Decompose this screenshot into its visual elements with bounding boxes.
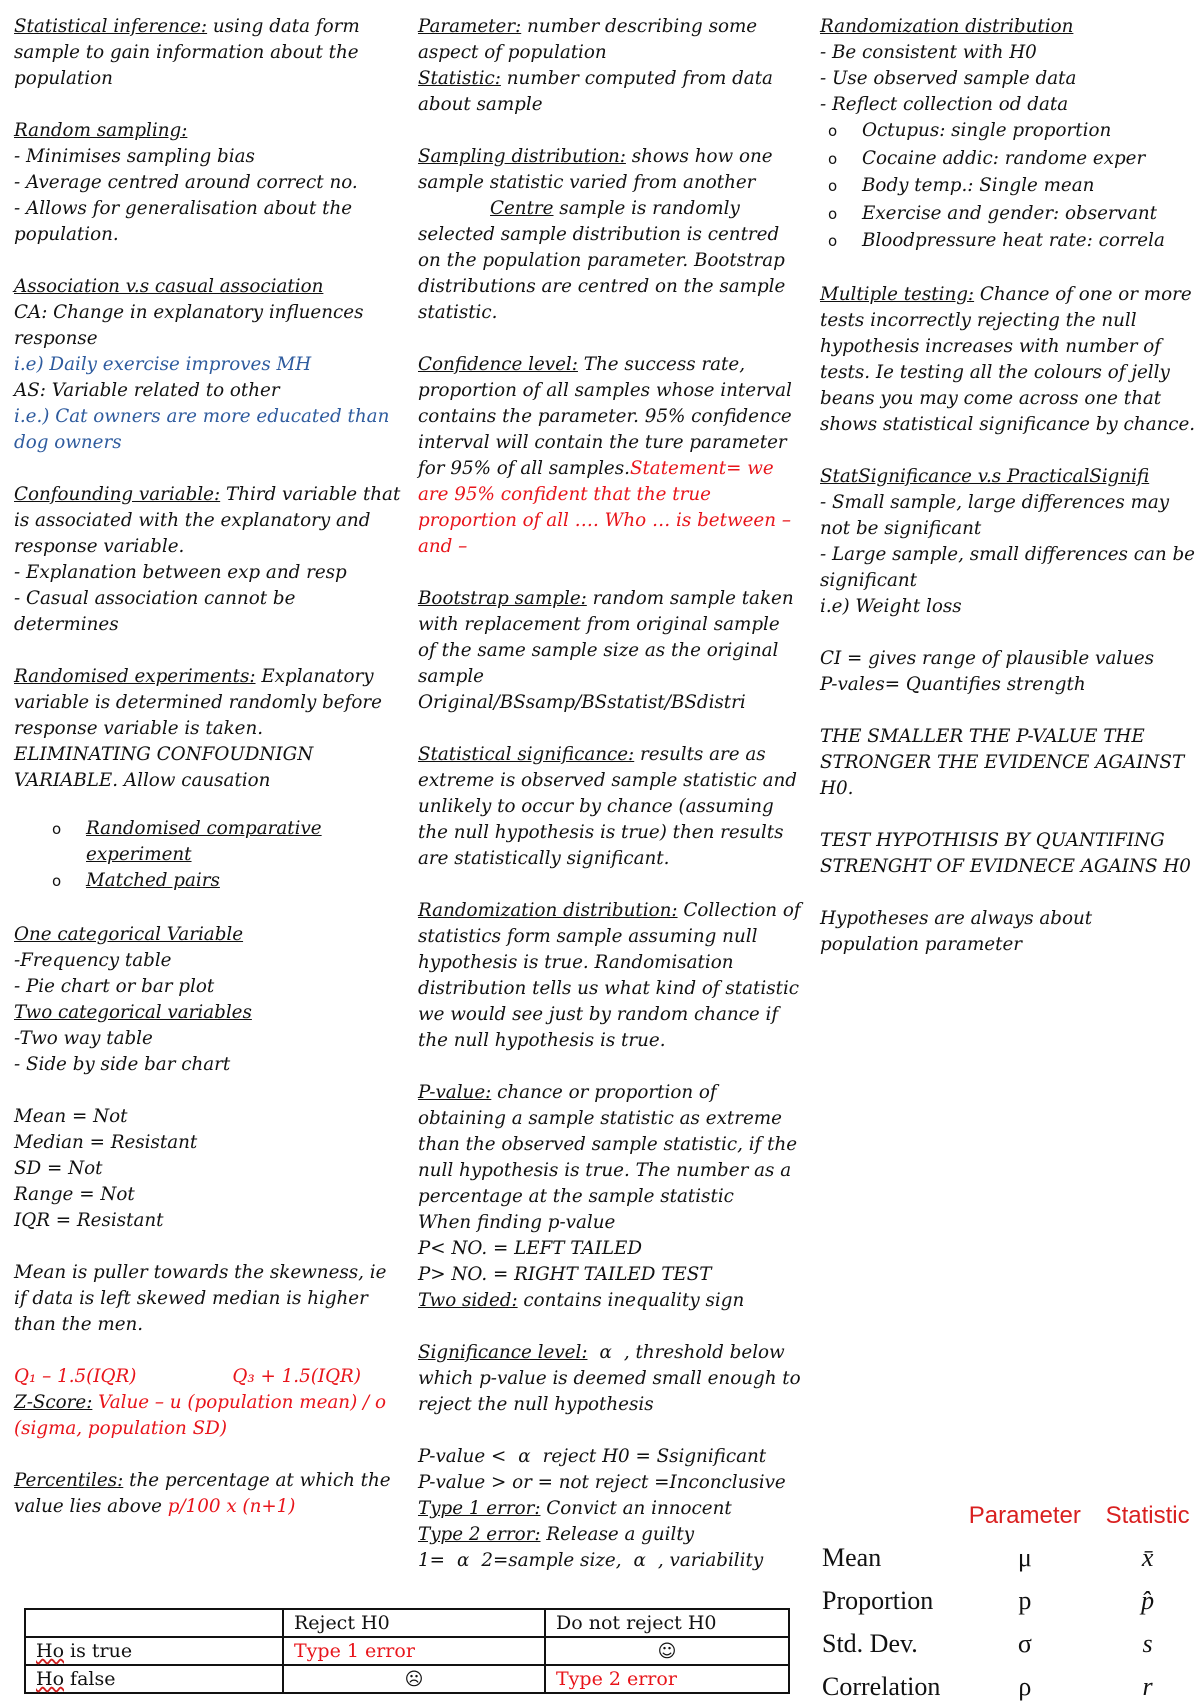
example-text: i.e) Weight loss (820, 595, 962, 617)
association-section (14, 274, 404, 456)
circle-bullet-icon: o (828, 122, 838, 140)
type1-text: Convict an innocent (540, 1498, 732, 1519)
type1-heading: Type 1 error: (418, 1498, 541, 1519)
circle-bullet-icon: o (52, 872, 62, 890)
list-item: SD = Not (14, 1157, 103, 1179)
percentiles-heading: Percentiles: (14, 1469, 124, 1491)
fences-section (14, 1364, 404, 1442)
factor-text: 1= (418, 1550, 445, 1571)
as-example: i.e.) Cat owners are more educated than dog owners (14, 406, 390, 453)
decision-text: reject H0 = Ssignificant (542, 1446, 767, 1467)
circle-bullet-icon: o (828, 204, 838, 223)
ci-pvalue-section (820, 646, 1196, 698)
list-item: - Small sample, large differences may not be significant (820, 491, 1170, 539)
zscore-text: Value – u (population mean) / o (sigma, population SD) (14, 1391, 386, 1439)
examples-bullets (820, 118, 1196, 256)
resistance-section (14, 1104, 404, 1234)
two-sided-heading: Two sided: (418, 1290, 518, 1311)
randomised-bullets (14, 816, 404, 896)
list-item: - Reflect collection od data (820, 94, 1069, 115)
statistic-symbol: x̄ (1141, 1542, 1154, 1572)
smaller-pvalue-note: THE SMALLER THE P-VALUE THE STRONGER THE EVIDENCE AGAINST H0. (820, 725, 1185, 799)
alpha-symbol: α (633, 1550, 646, 1571)
statistic-heading: Statistic: (418, 68, 501, 89)
list-item: - Average centred around correct no. (14, 172, 358, 193)
bootstrap-section (418, 586, 802, 716)
list-item: - Explanation between exp and resp (14, 562, 347, 583)
q1-fence: Q₁ – 1.5(IQR) (14, 1365, 137, 1387)
reject-column-header: Reject H0 (283, 1609, 545, 1637)
list-item: P> NO. = RIGHT TAILED TEST (418, 1264, 712, 1285)
alpha-symbol: α (599, 1342, 612, 1363)
row-label: Ho false (25, 1665, 283, 1693)
ca-definition: CA: Change in explanatory influences response (14, 302, 364, 349)
bootstrap-text: random sample taken with replacement from original sample of the same sample size as the original sample (418, 588, 794, 687)
table-header-row (822, 1496, 1200, 1536)
multiple-testing-section (820, 282, 1196, 438)
circle-bullet-icon: o (828, 177, 838, 196)
significance-level-section (418, 1340, 802, 1418)
parameter-symbol: ρ (1018, 1671, 1032, 1701)
centre-text: sample is randomly selected sample distribution is centred on the population parameter. Bootstrap distributions are centred on the sample statistic. (418, 198, 786, 323)
significance-heading: Statistical significance: (418, 744, 635, 765)
q3-fence: Q₃ + 1.5(IQR) (232, 1365, 361, 1387)
one-categorical-heading: One categorical Variable (14, 923, 244, 945)
parameter-statistic-table (822, 1496, 1200, 1708)
decisions-section (418, 1444, 802, 1574)
decision-text: P-value < (418, 1446, 507, 1467)
parameter-text: number describing some aspect of population (418, 16, 758, 63)
row-label: Proportion (822, 1585, 934, 1615)
two-sided-text: contains inequality sign (517, 1290, 745, 1311)
list-item: P< NO. = LEFT TAILED (418, 1238, 643, 1259)
row-label: Std. Dev. (822, 1628, 918, 1658)
column-2 (418, 14, 802, 1600)
zscore-heading: Z-Score: (14, 1391, 93, 1413)
smiley-icon: ☺ (545, 1637, 789, 1665)
factor-text: 2=sample size, (481, 1550, 622, 1571)
table-row (25, 1637, 789, 1665)
list-item: Mean = Not (14, 1105, 128, 1127)
significance-text: results are as extreme is observed sample statistic and unlikely to occur by chance (assuming the null hypothesis is true) then results are statistically significant. (418, 744, 797, 869)
list-item: -Two way table (14, 1027, 153, 1049)
multiple-testing-heading: Multiple testing: (820, 283, 975, 305)
list-item: - Casual association cannot be determines (14, 588, 296, 635)
confidence-section (418, 352, 802, 560)
parameter-statistic-section (418, 14, 802, 118)
list-item: When finding p-value (418, 1212, 616, 1233)
list-item: - Pie chart or bar plot (14, 975, 215, 997)
list-item: o Exercise and gender: observant (820, 201, 1196, 229)
centre-label: Centre (490, 198, 554, 219)
sampling-distribution-section (418, 144, 802, 326)
randomization-distribution-section (418, 898, 802, 1054)
list-item: o Octupus: single proportion (820, 118, 1196, 146)
percentiles-text: the percentage at which the value lies above (14, 1469, 391, 1517)
randomization-distribution-text: Collection of statistics form sample assuming null hypothesis is true. Randomisation distribution tells us what kind of statistic we would see just by random chance if the null hypothesis is true. (418, 900, 801, 1051)
column-1 (14, 14, 404, 1546)
association-heading: Association v.s casual association (14, 276, 324, 297)
statistic-column-header: Statistic (1105, 1502, 1190, 1529)
list-item: Range = Not (14, 1183, 135, 1205)
row-label: Mean (822, 1542, 882, 1572)
list-item: CI = gives range of plausible values (820, 647, 1155, 669)
error-type-table (24, 1608, 790, 1694)
alpha-symbol: α (518, 1446, 531, 1467)
table-row (822, 1579, 1200, 1622)
significance-level-text: , threshold below which p-value is deemed small enough to reject the null hypothesis (418, 1342, 801, 1415)
row-label: Correlation (822, 1671, 941, 1701)
randomised-text: Explanatory variable is determined randomly before response variable is taken. ELIMINATING CONFOUDNIGN VARIABLE. Allow causation (14, 666, 382, 791)
randomised-heading: Randomised experiments: (14, 666, 256, 687)
randomised-section (14, 664, 404, 896)
list-item: Median = Resistant (14, 1131, 198, 1153)
type2-text: Release a guilty (540, 1524, 695, 1545)
table-row (822, 1665, 1200, 1708)
pvalue-section (418, 1080, 802, 1314)
type-2-error-cell: Type 2 error (545, 1665, 789, 1693)
ca-example: i.e) Daily exercise improves MH (14, 354, 312, 375)
not-reject-column-header: Do not reject H0 (545, 1609, 789, 1637)
frowny-icon: ☹ (283, 1665, 545, 1693)
sampling-distribution-heading: Sampling distribution: (418, 146, 626, 167)
parameter-symbol: μ (1017, 1542, 1032, 1572)
randomization-distribution-list (820, 14, 1196, 256)
hypotheses-note: Hypotheses are always about population parameter (820, 907, 1093, 955)
table-row (822, 1536, 1200, 1579)
parameter-symbol: σ (1017, 1628, 1032, 1658)
table-row (822, 1622, 1200, 1665)
confounding-section (14, 482, 404, 638)
list-item: o Body temp.: Single mean (820, 173, 1196, 201)
sampling-distribution-text: shows how one sample statistic varied from another (418, 146, 773, 193)
confidence-text: The success rate, proportion of all samples whose interval contains the parameter. 95% confidence interval will contain the ture parameter for 95% of all samples. (418, 354, 792, 479)
statistic-text: number computed from data about sample (418, 68, 773, 115)
list-item: - Minimises sampling bias (14, 146, 255, 167)
factor-text: , variability (657, 1550, 764, 1571)
pvalue-heading: P-value: (418, 1082, 492, 1103)
table-header-row (25, 1609, 789, 1637)
circle-bullet-icon: o (828, 149, 838, 168)
inference-heading: Statistical inference: (14, 16, 208, 37)
list-item: o Matched pairs (14, 868, 404, 896)
table-row (25, 1665, 789, 1693)
list-item: IQR = Resistant (14, 1209, 164, 1231)
list-item: o Bloodpressure heat rate: correla (820, 228, 1196, 256)
parameter-heading: Parameter: (418, 16, 522, 37)
random-sampling-section (14, 118, 404, 248)
column-3 (820, 14, 1196, 984)
percentiles-section (14, 1468, 404, 1520)
inference-text: using data form sample to gain information about the population (14, 16, 360, 89)
list-item: -Frequency table (14, 949, 172, 971)
confounding-text: Third variable that is associated with the explanatory and response variable. (14, 484, 401, 557)
row-label: Ho is true (25, 1637, 283, 1665)
list-item: o Randomised comparative experiment (52, 818, 322, 865)
list-item: - Side by side bar chart (14, 1053, 231, 1075)
list-item: P-vales= Quantifies strength (820, 673, 1086, 695)
two-categorical-heading: Two categorical variables (14, 1001, 252, 1023)
parameter-symbol: p (1018, 1585, 1032, 1615)
statistic-symbol: s (1142, 1628, 1153, 1658)
pvalue-text: chance or proportion of obtaining a sample statistic as extreme than the observed sample statistic, if the null hypothesis is true. The number as a percentage at the sample statistic (418, 1082, 798, 1207)
type-1-error-cell: Type 1 error (283, 1637, 545, 1665)
random-sampling-heading: Random sampling: (14, 120, 188, 141)
randomization-distribution-heading: Randomization distribution: (418, 900, 678, 921)
bootstrap-chain: Original/BSsamp/BSstatist/BSdistri (418, 692, 746, 713)
list-item: - Use observed sample data (820, 68, 1077, 89)
type2-heading: Type 2 error: (418, 1524, 541, 1545)
list-item: o Cocaine addic: randome exper (820, 146, 1196, 174)
circle-bullet-icon: o (52, 820, 62, 838)
test-hypothesis-note: TEST HYPOTHISIS BY QUANTIFING STRENGHT OF EVIDNECE AGAINS H0 (820, 829, 1191, 877)
significance-section (418, 742, 802, 872)
stat-vs-practical-heading: StatSignificance v.s PracticalSignifi (820, 465, 1150, 487)
statistic-symbol: p̂ (1141, 1585, 1155, 1615)
significance-level-heading: Significance level: (418, 1342, 588, 1363)
alpha-symbol: α (456, 1550, 470, 1571)
confounding-heading: Confounding variable: (14, 484, 221, 505)
parameter-column-header: Parameter (968, 1502, 1081, 1529)
decision-text: P-value > or = not reject =Inconclusive (418, 1472, 786, 1493)
inference-section (14, 14, 404, 92)
categorical-section (14, 922, 404, 1078)
bootstrap-heading: Bootstrap sample: (418, 588, 587, 609)
circle-bullet-icon: o (828, 232, 838, 251)
list-item: - Allows for generalisation about the population. (14, 198, 353, 245)
confidence-heading: Confidence level: (418, 354, 578, 375)
stat-vs-practical-section (820, 464, 1196, 620)
skew-note: Mean is puller towards the skewness, ie if data is left skewed median is higher than the men. (14, 1261, 387, 1335)
confidence-statement: Statement= we are 95% confident that the true proportion of all …. Who … is between – and – (418, 458, 791, 557)
as-definition: AS: Variable related to other (14, 380, 280, 401)
statistic-symbol: r (1142, 1671, 1153, 1701)
percentiles-formula: p/100 x (n+1) (167, 1495, 296, 1517)
randomization-distribution-heading: Randomization distribution (820, 16, 1074, 37)
multiple-testing-text: Chance of one or more tests incorrectly rejecting the null hypothesis increases with number of tests. Ie testing all the colours of jelly beans you may come across one that shows statistical significance by chance. (820, 283, 1196, 435)
list-item: - Be consistent with H0 (820, 42, 1037, 63)
list-item: - Large sample, small differences can be significant (820, 543, 1195, 591)
